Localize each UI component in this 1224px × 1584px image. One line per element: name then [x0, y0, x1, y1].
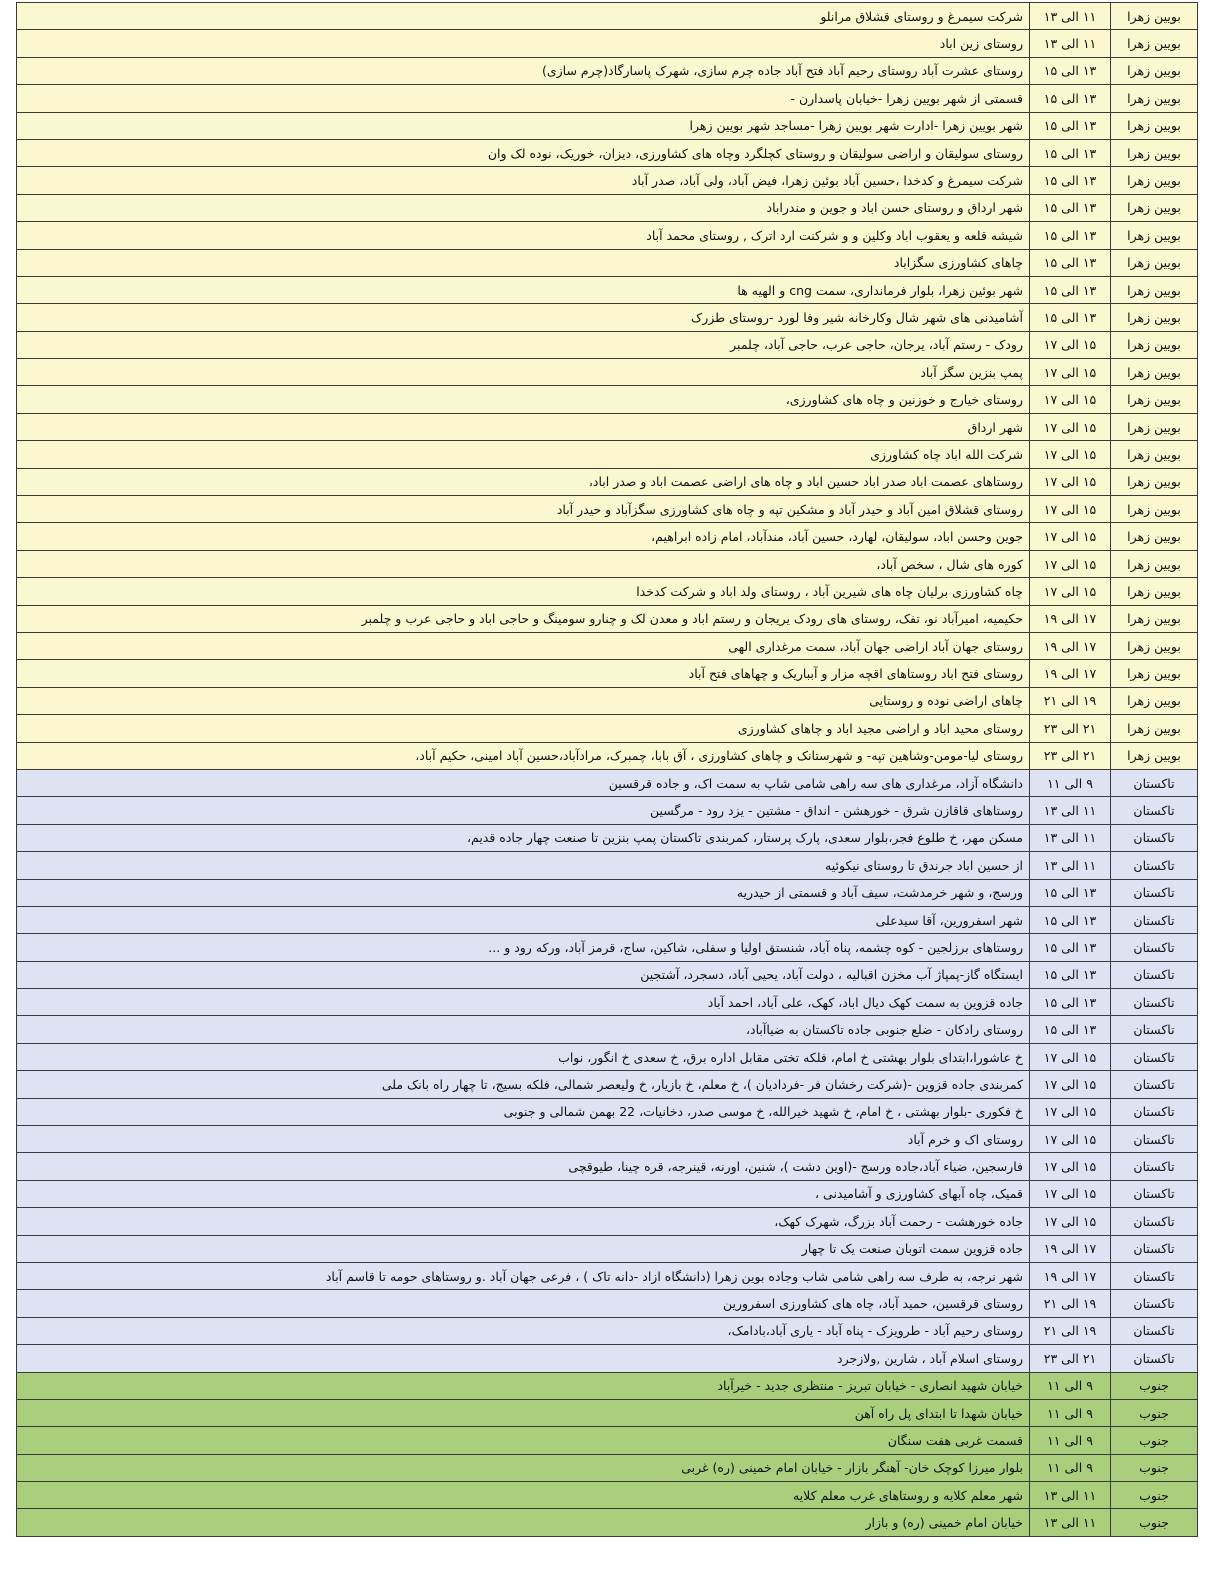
time-range-cell: ۱۱ الی ۱۳ — [1030, 797, 1111, 824]
time-range-cell: ۱۳ الی ۱۵ — [1030, 1016, 1111, 1043]
table-row — [17, 1482, 1198, 1509]
table-row — [17, 605, 1198, 632]
time-range-cell: ۱۵ الی ۱۷ — [1030, 550, 1111, 577]
city-cell: تاکستان — [1111, 852, 1198, 879]
table-row — [17, 989, 1198, 1016]
city-cell: بویین زهرا — [1111, 441, 1198, 468]
table-row — [17, 1235, 1198, 1262]
time-range-cell: ۱۳ الی ۱۵ — [1030, 222, 1111, 249]
table-row — [17, 797, 1198, 824]
table-row — [17, 824, 1198, 851]
table-row — [17, 1043, 1198, 1070]
area-cell: روستای سولیقان و اراضی سولیقان و روستای کچلگرد وچاه های کشاورزی، دیزان، خوریک، نوده لک وان — [17, 139, 1030, 166]
table-row — [17, 85, 1198, 112]
area-cell: شهر ارداق و روستای حسن اباد و جوین و مندراباد — [17, 194, 1030, 221]
time-range-cell: ۱۹ الی ۲۱ — [1030, 687, 1111, 714]
area-cell: دانشگاه آزاد، مرغداری های سه راهی شامی شاپ به سمت اک، و جاده قرقسین — [17, 769, 1030, 796]
city-cell: بویین زهرا — [1111, 249, 1198, 276]
time-range-cell: ۱۵ الی ۱۷ — [1030, 1208, 1111, 1235]
city-cell: تاکستان — [1111, 1208, 1198, 1235]
table-row — [17, 1290, 1198, 1317]
table-row — [17, 1126, 1198, 1153]
city-cell: تاکستان — [1111, 1180, 1198, 1207]
time-range-cell: ۱۱ الی ۱۳ — [1030, 3, 1111, 30]
table-row — [17, 496, 1198, 523]
area-cell: فارسجین، ضیاء آباد،جاده ورسج -(اوین دشت )، شنین، اورنه، قینرجه، قره چینا، طیوقچی — [17, 1153, 1030, 1180]
area-cell: قسمتی از شهر بویین زهرا -خیابان پاسدارن - — [17, 85, 1030, 112]
table-row — [17, 852, 1198, 879]
city-cell: تاکستان — [1111, 769, 1198, 796]
table-row — [17, 1345, 1198, 1372]
time-range-cell: ۱۱ الی ۱۳ — [1030, 30, 1111, 57]
area-cell: رودک - رستم آباد، یرجان، حاجی عرب، حاجی آباد، چلمبر — [17, 331, 1030, 358]
city-cell: تاکستان — [1111, 1317, 1198, 1344]
table-row — [17, 1372, 1198, 1399]
time-range-cell: ۱۷ الی ۱۹ — [1030, 1235, 1111, 1262]
city-cell: جنوب — [1111, 1372, 1198, 1399]
area-cell: شهر ارداق — [17, 413, 1030, 440]
area-cell: حکیمیه، امیرآباد نو، تفک، روستای های رودک یریجان و رستم اباد و معدن لک و چنارو سومینگ و حاجی اباد و حاجی عرب و چلمبر — [17, 605, 1030, 632]
time-range-cell: ۱۵ الی ۱۷ — [1030, 359, 1111, 386]
city-cell: بویین زهرا — [1111, 660, 1198, 687]
city-cell: تاکستان — [1111, 1126, 1198, 1153]
time-range-cell: ۹ الی ۱۱ — [1030, 1454, 1111, 1481]
city-cell: بویین زهرا — [1111, 632, 1198, 659]
city-cell: بویین زهرا — [1111, 605, 1198, 632]
time-range-cell: ۹ الی ۱۱ — [1030, 1372, 1111, 1399]
time-range-cell: ۱۵ الی ۱۷ — [1030, 1071, 1111, 1098]
city-cell: بویین زهرا — [1111, 550, 1198, 577]
table-row — [17, 632, 1198, 659]
time-range-cell: ۱۳ الی ۱۵ — [1030, 167, 1111, 194]
table-row — [17, 413, 1198, 440]
table-row — [17, 1509, 1198, 1536]
area-cell: از حسین اباد جرندق تا روستای نیکوئیه — [17, 852, 1030, 879]
table-row — [17, 249, 1198, 276]
area-cell: بلوار میرزا کوچک خان- آهنگر بازار - خیابان امام خمینی (ره) غربی — [17, 1454, 1030, 1481]
city-cell: بویین زهرا — [1111, 276, 1198, 303]
table-row — [17, 441, 1198, 468]
city-cell: بویین زهرا — [1111, 687, 1198, 714]
city-cell: بویین زهرا — [1111, 112, 1198, 139]
area-cell: شرکت سیمرغ و روستای قشلاق مرانلو — [17, 3, 1030, 30]
area-cell: روستای قشلاق امین آباد و حیدر آباد و مشکین تپه و چاه های کشاورزی سگزآباد و حیدر آباد — [17, 496, 1030, 523]
table-row — [17, 167, 1198, 194]
area-cell: خ عاشورا،ابتدای بلوار بهشتی خ امام، فلکه تختی مقابل اداره برق، خ سعدی خ انگور، نواب — [17, 1043, 1030, 1070]
city-cell: تاکستان — [1111, 989, 1198, 1016]
area-cell: خیابان شهدا تا ابتدای پل راه آهن — [17, 1399, 1030, 1426]
city-cell: بویین زهرا — [1111, 222, 1198, 249]
area-cell: خیابان امام خمینی (ره) و بازار — [17, 1509, 1030, 1536]
time-range-cell: ۱۵ الی ۱۷ — [1030, 523, 1111, 550]
area-cell: روستای عشرت آباد روستای رحیم آباد فتح آباد جاده چرم سازی، شهرک پاسارگاد(چرم سازی) — [17, 57, 1030, 84]
city-cell: تاکستان — [1111, 824, 1198, 851]
time-range-cell: ۱۵ الی ۱۷ — [1030, 441, 1111, 468]
time-range-cell: ۱۵ الی ۱۷ — [1030, 1153, 1111, 1180]
time-range-cell: ۱۳ الی ۱۵ — [1030, 57, 1111, 84]
time-range-cell: ۱۳ الی ۱۵ — [1030, 139, 1111, 166]
time-range-cell: ۱۳ الی ۱۵ — [1030, 879, 1111, 906]
city-cell: جنوب — [1111, 1482, 1198, 1509]
area-cell: روستای اسلام آباد ، شارین ,ولازجرد — [17, 1345, 1030, 1372]
area-cell: چاه کشاورزی برلیان چاه های شیرین آباد ، روستای ولد اباد و شرکت کدخدا — [17, 578, 1030, 605]
area-cell: روستای خیارج و خوزنین و چاه های کشاورزی، — [17, 386, 1030, 413]
area-cell: چاهای کشاورزی سگزاباد — [17, 249, 1030, 276]
city-cell: بویین زهرا — [1111, 30, 1198, 57]
area-cell: خ فکوری -بلوار بهشتی ، خ امام، خ شهید خیرالله، خ موسی صدر، دخانیات، 22 بهمن شمالی و جنوبی — [17, 1098, 1030, 1125]
city-cell: جنوب — [1111, 1427, 1198, 1454]
table-row — [17, 1317, 1198, 1344]
city-cell: جنوب — [1111, 1399, 1198, 1426]
time-range-cell: ۲۱ الی ۲۳ — [1030, 1345, 1111, 1372]
city-cell: بویین زهرا — [1111, 413, 1198, 440]
table-row — [17, 1399, 1198, 1426]
city-cell: بویین زهرا — [1111, 468, 1198, 495]
time-range-cell: ۱۷ الی ۱۹ — [1030, 605, 1111, 632]
table-row — [17, 331, 1198, 358]
table-row — [17, 276, 1198, 303]
time-range-cell: ۱۵ الی ۱۷ — [1030, 496, 1111, 523]
time-range-cell: ۲۱ الی ۲۳ — [1030, 742, 1111, 769]
area-cell: روستای قرقسین، حمید آباد، چاه های کشاورزی اسفرورین — [17, 1290, 1030, 1317]
table-row — [17, 715, 1198, 742]
time-range-cell: ۱۱ الی ۱۳ — [1030, 1482, 1111, 1509]
time-range-cell: ۱۵ الی ۱۷ — [1030, 1098, 1111, 1125]
table-row — [17, 1016, 1198, 1043]
area-cell: شهر بوئین زهرا، بلوار فرمانداری، سمت cng و الهیه ها — [17, 276, 1030, 303]
table-row — [17, 1208, 1198, 1235]
table-row — [17, 1098, 1198, 1125]
city-cell: تاکستان — [1111, 1262, 1198, 1289]
city-cell: بویین زهرا — [1111, 496, 1198, 523]
table-row — [17, 578, 1198, 605]
time-range-cell: ۱۵ الی ۱۷ — [1030, 468, 1111, 495]
area-cell: روستای رحیم آباد - طرویزک - پناه آباد - یاری آباد،بادامک، — [17, 1317, 1030, 1344]
city-cell: تاکستان — [1111, 1153, 1198, 1180]
city-cell: تاکستان — [1111, 1071, 1198, 1098]
time-range-cell: ۱۳ الی ۱۵ — [1030, 961, 1111, 988]
city-cell: بویین زهرا — [1111, 304, 1198, 331]
time-range-cell: ۱۵ الی ۱۷ — [1030, 413, 1111, 440]
area-cell: روستای زین اباد — [17, 30, 1030, 57]
table-row — [17, 30, 1198, 57]
area-cell: آشامیدنی های شهر شال وکارخانه شیر وفا لورد -روستای طزرک — [17, 304, 1030, 331]
city-cell: بویین زهرا — [1111, 57, 1198, 84]
area-cell: روستاهای قاقازن شرق - خورهشن - انداق - مشتین - یزد رود - مرگسین — [17, 797, 1030, 824]
city-cell: تاکستان — [1111, 1016, 1198, 1043]
table-row — [17, 194, 1198, 221]
table-row — [17, 3, 1198, 30]
city-cell: بویین زهرا — [1111, 523, 1198, 550]
time-range-cell: ۱۵ الی ۱۷ — [1030, 386, 1111, 413]
area-cell: مسکن مهر، خ طلوع فجر،بلوار سعدی، پارک پرستار، کمربندی تاکستان پمپ بنزین تا صنعت چهار جاده قدیم، — [17, 824, 1030, 851]
city-cell: بویین زهرا — [1111, 139, 1198, 166]
city-cell: تاکستان — [1111, 1290, 1198, 1317]
city-cell: بویین زهرا — [1111, 386, 1198, 413]
city-cell: بویین زهرا — [1111, 578, 1198, 605]
time-range-cell: ۱۹ الی ۲۱ — [1030, 1317, 1111, 1344]
area-cell: پمپ بنزین سگز آباد — [17, 359, 1030, 386]
time-range-cell: ۱۳ الی ۱۵ — [1030, 249, 1111, 276]
area-cell: شهر اسفرورین، آقا سیدعلی — [17, 906, 1030, 933]
area-cell: روستای فتح اباد روستاهای اقچه مزار و آبباریک و چهاهای فتح آباد — [17, 660, 1030, 687]
time-range-cell: ۹ الی ۱۱ — [1030, 769, 1111, 796]
table-row — [17, 1427, 1198, 1454]
area-cell: کمربندی جاده قزوین -(شرکت رخشان فر -فردادیان )، خ معلم، خ بازیار، خ ولیعصر شمالی، فلکه بسیج، تا چهار راه بانک ملی — [17, 1071, 1030, 1098]
table-row — [17, 523, 1198, 550]
time-range-cell: ۱۳ الی ۱۵ — [1030, 112, 1111, 139]
time-range-cell: ۱۱ الی ۱۳ — [1030, 1509, 1111, 1536]
time-range-cell: ۱۵ الی ۱۷ — [1030, 1043, 1111, 1070]
time-range-cell: ۱۳ الی ۱۵ — [1030, 194, 1111, 221]
time-range-cell: ۱۱ الی ۱۳ — [1030, 852, 1111, 879]
city-cell: تاکستان — [1111, 934, 1198, 961]
time-range-cell: ۱۹ الی ۲۱ — [1030, 1290, 1111, 1317]
table-row — [17, 961, 1198, 988]
area-cell: جاده خورهشت - رحمت آباد بزرگ، شهرک کهک، — [17, 1208, 1030, 1235]
table-row — [17, 468, 1198, 495]
city-cell: تاکستان — [1111, 1345, 1198, 1372]
time-range-cell: ۱۷ الی ۱۹ — [1030, 1262, 1111, 1289]
city-cell: تاکستان — [1111, 1043, 1198, 1070]
time-range-cell: ۹ الی ۱۱ — [1030, 1399, 1111, 1426]
city-cell: تاکستان — [1111, 906, 1198, 933]
city-cell: تاکستان — [1111, 961, 1198, 988]
table-row — [17, 769, 1198, 796]
area-cell: شیشه قلعه و یعقوب اباد وکلین و و شرکنت ارد اترک , روستای محمد آباد — [17, 222, 1030, 249]
city-cell: بویین زهرا — [1111, 85, 1198, 112]
time-range-cell: ۱۵ الی ۱۷ — [1030, 578, 1111, 605]
city-cell: بویین زهرا — [1111, 167, 1198, 194]
area-cell: خیابان شهید انصاری - خیابان تبریز - منتظری جدید - خیرآباد — [17, 1372, 1030, 1399]
area-cell: روستای محید اباد و اراضی مجید اباد و چاهای کشاورزی — [17, 715, 1030, 742]
area-cell: شهر معلم کلایه و روستاهای غرب معلم کلایه — [17, 1482, 1030, 1509]
table-row — [17, 359, 1198, 386]
time-range-cell: ۱۵ الی ۱۷ — [1030, 1180, 1111, 1207]
time-range-cell: ۱۷ الی ۱۹ — [1030, 632, 1111, 659]
city-cell: بویین زهرا — [1111, 331, 1198, 358]
area-cell: شرکت الله اباد چاه کشاورزی — [17, 441, 1030, 468]
table-row — [17, 386, 1198, 413]
table-row — [17, 742, 1198, 769]
table-row — [17, 222, 1198, 249]
time-range-cell: ۱۳ الی ۱۵ — [1030, 85, 1111, 112]
time-range-cell: ۱۵ الی ۱۷ — [1030, 1126, 1111, 1153]
time-range-cell: ۱۵ الی ۱۷ — [1030, 331, 1111, 358]
area-cell: شهر نرجه، به طرف سه راهی شامی شاب وجاده بوین زهرا (دانشگاه ازاد -دانه تاک ) ، فرعی جهان آباد .و روستاهای حومه تا قاسم آباد — [17, 1262, 1030, 1289]
outage-schedule-table — [16, 2, 1198, 1537]
table-row — [17, 1153, 1198, 1180]
city-cell: جنوب — [1111, 1454, 1198, 1481]
table-row — [17, 879, 1198, 906]
area-cell: روستای رادکان - ضلع جنوبی جاده تاکستان به ضیاآباد، — [17, 1016, 1030, 1043]
outage-schedule-sheet — [16, 2, 1198, 1537]
city-cell: بویین زهرا — [1111, 359, 1198, 386]
table-row — [17, 1262, 1198, 1289]
area-cell: چاهای اراضی نوده و روستایی — [17, 687, 1030, 714]
time-range-cell: ۲۱ الی ۲۳ — [1030, 715, 1111, 742]
table-row — [17, 687, 1198, 714]
area-cell: روستای لیا-مومن-وشاهین تپه- و شهرستانک و چاهای کشاورزی ، آق بابا، چمبرک، مرادآباد،حسین آباد امینی، حکیم آباد، — [17, 742, 1030, 769]
area-cell: روستاهای عصمت اباد صدر اباد حسین اباد و چاه های اراضی عصمت اباد و صدر اباد، — [17, 468, 1030, 495]
time-range-cell: ۱۳ الی ۱۵ — [1030, 906, 1111, 933]
city-cell: بویین زهرا — [1111, 3, 1198, 30]
city-cell: جنوب — [1111, 1509, 1198, 1536]
time-range-cell: ۱۳ الی ۱۵ — [1030, 276, 1111, 303]
area-cell: جوین وحسن اباد، سولیقان، لهارد، حسین آباد، مندآباد، امام زاده ابراهیم، — [17, 523, 1030, 550]
time-range-cell: ۱۳ الی ۱۵ — [1030, 934, 1111, 961]
city-cell: تاکستان — [1111, 1235, 1198, 1262]
area-cell: جاده قزوین سمت اتوبان صنعت یک تا چهار — [17, 1235, 1030, 1262]
area-cell: کوره های شال ، سخص آباد، — [17, 550, 1030, 577]
table-row — [17, 906, 1198, 933]
city-cell: بویین زهرا — [1111, 715, 1198, 742]
table-row — [17, 934, 1198, 961]
table-row — [17, 1180, 1198, 1207]
table-row — [17, 1454, 1198, 1481]
area-cell: ایستگاه گاز-پمپاژ آب مخزن اقبالیه ، دولت آباد، یحیی آباد، دسجرد، آشتجین — [17, 961, 1030, 988]
city-cell: تاکستان — [1111, 1098, 1198, 1125]
table-row — [17, 57, 1198, 84]
time-range-cell: ۱۷ الی ۱۹ — [1030, 660, 1111, 687]
table-row — [17, 112, 1198, 139]
city-cell: بویین زهرا — [1111, 194, 1198, 221]
area-cell: روستای اک و خرم آباد — [17, 1126, 1030, 1153]
area-cell: شهر بویین زهرا -ادارت شهر بویین زهرا -مساجد شهر بویین زهرا — [17, 112, 1030, 139]
table-row — [17, 1071, 1198, 1098]
city-cell: تاکستان — [1111, 797, 1198, 824]
area-cell: روستای جهان آباد اراضی جهان آباد، سمت مرغداری الهی — [17, 632, 1030, 659]
area-cell: قسمت غربی هفت سنگان — [17, 1427, 1030, 1454]
table-row — [17, 304, 1198, 331]
city-cell: بویین زهرا — [1111, 742, 1198, 769]
time-range-cell: ۹ الی ۱۱ — [1030, 1427, 1111, 1454]
time-range-cell: ۱۱ الی ۱۳ — [1030, 824, 1111, 851]
area-cell: روستاهای برزلجین - کوه چشمه، پناه آباد، شنستق اولیا و سفلی، شاکین، ساج، قرمز آباد، ورکه رود و ... — [17, 934, 1030, 961]
table-row — [17, 550, 1198, 577]
area-cell: ورسج، و شهر خرمدشت، سیف آباد و قسمتی از حیدریه — [17, 879, 1030, 906]
city-cell: تاکستان — [1111, 879, 1198, 906]
schedule-rows — [17, 3, 1198, 1537]
table-row — [17, 660, 1198, 687]
table-row — [17, 139, 1198, 166]
time-range-cell: ۱۳ الی ۱۵ — [1030, 304, 1111, 331]
area-cell: جاده قزوین به سمت کهک دیال اباد، کهک، علی آباد، احمد آباد — [17, 989, 1030, 1016]
time-range-cell: ۱۳ الی ۱۵ — [1030, 989, 1111, 1016]
area-cell: شرکت سیمرغ و کدخدا ،حسین آباد بوئین زهرا، فیض آباد، ولی آباد، صدر آباد — [17, 167, 1030, 194]
area-cell: قمیک، چاه آبهای کشاورزی و آشامیدنی ، — [17, 1180, 1030, 1207]
